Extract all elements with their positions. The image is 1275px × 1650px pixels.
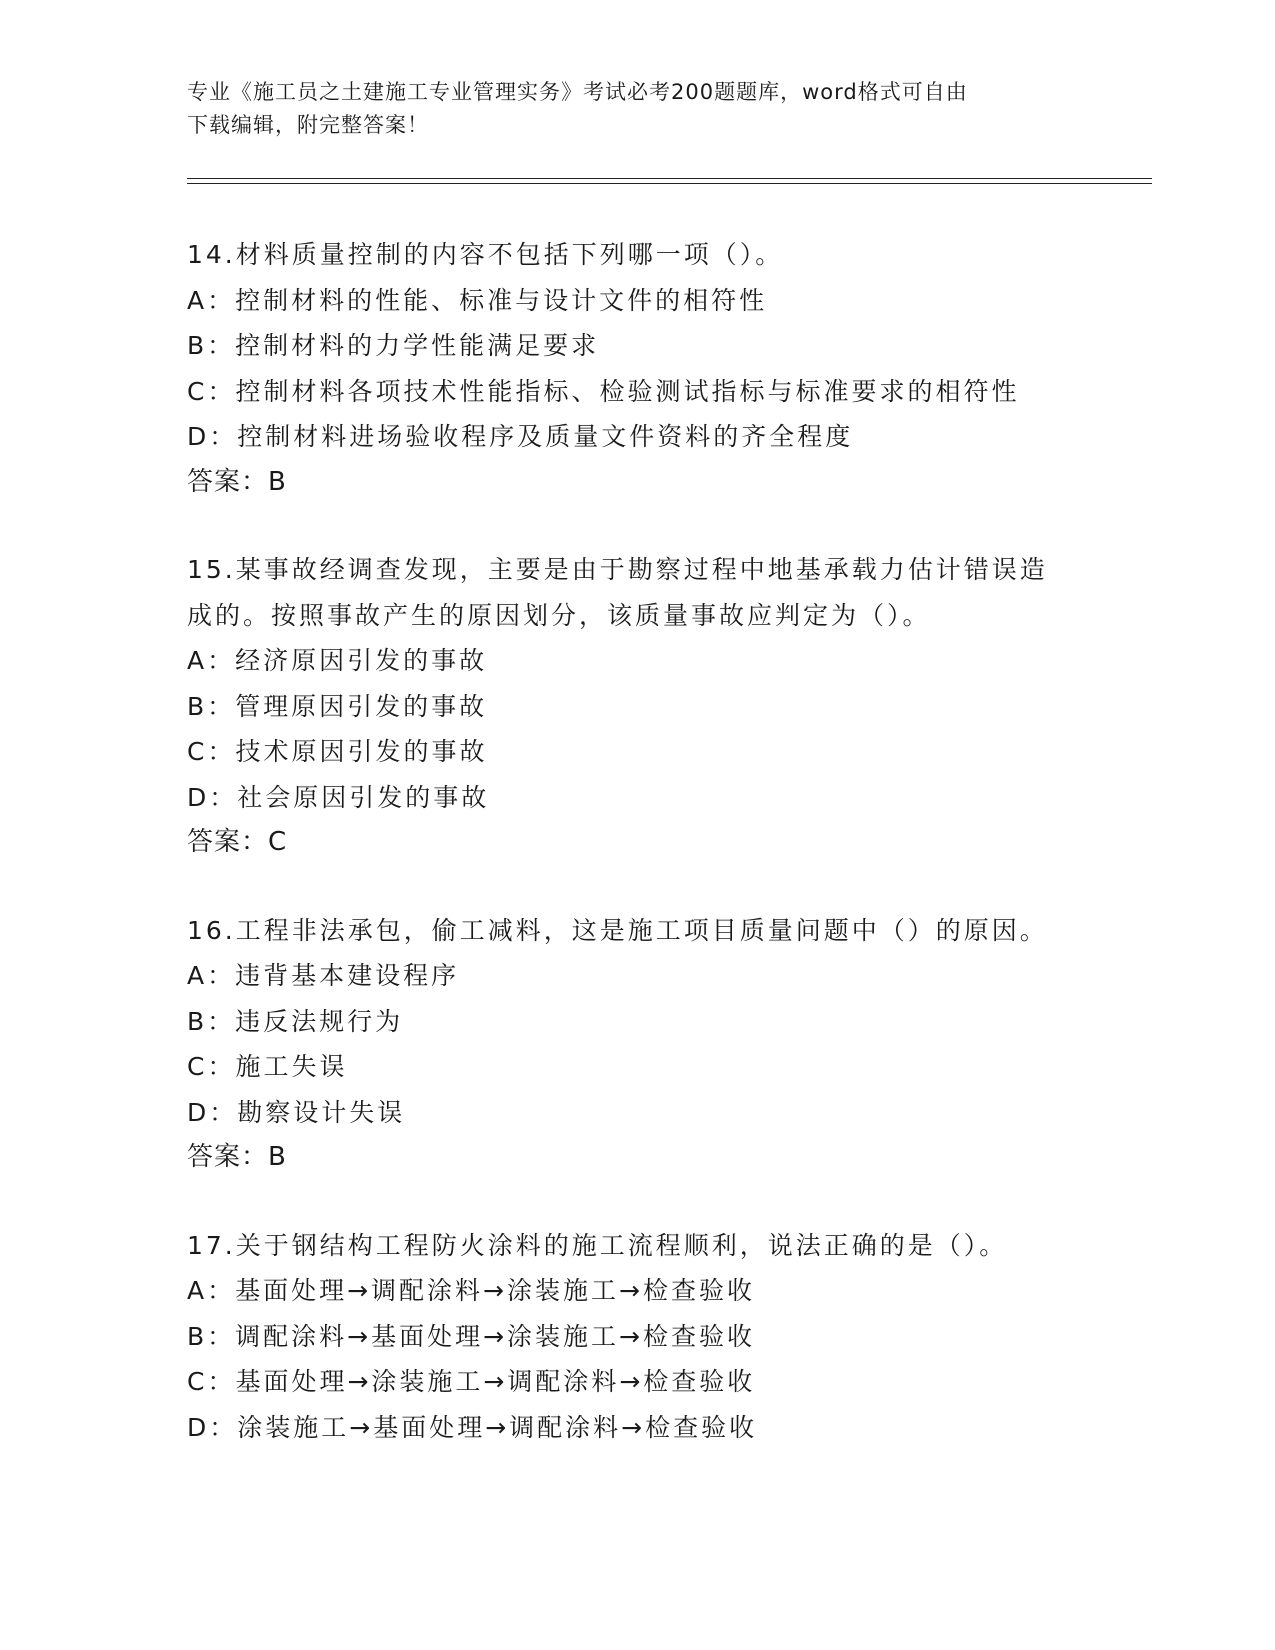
question-16	[187, 908, 1147, 1181]
header-line-2: 下载编辑，附完整答案！	[187, 113, 429, 137]
option-a: A：基面处理→调配涂料→涂装施工→检查验收	[187, 1276, 755, 1305]
option-a: A：经济原因引发的事故	[187, 646, 488, 675]
question-stem: 17.关于钢结构工程防火涂料的施工流程顺利，说法正确的是（）。	[187, 1230, 1008, 1260]
option-b: B：违反法规行为	[187, 1006, 404, 1036]
option-c: C：施工失误	[187, 1052, 348, 1081]
answer-label: 答案：B	[187, 1142, 287, 1172]
document-header	[187, 76, 1087, 142]
question-stem: 16.工程非法承包，偷工减料，这是施工项目质量问题中（）的原因。	[187, 915, 1048, 945]
answer-label: 答案：C	[187, 827, 288, 857]
question-15	[187, 547, 1147, 866]
option-a: A：违背基本建设程序	[187, 961, 460, 990]
header-line-1: 专业《施工员之土建施工专业管理实务》考试必考200题题库，word格式可自由	[187, 80, 968, 104]
option-d: D：社会原因引发的事故	[187, 782, 490, 812]
question-list	[187, 232, 1147, 1492]
header-divider-top	[187, 178, 1152, 179]
option-d: D：勘察设计失误	[187, 1097, 406, 1127]
question-stem-continued: 成的。按照事故产生的原因划分，该质量事故应判定为（）。	[187, 600, 931, 630]
question-17	[187, 1223, 1147, 1451]
option-c: C：技术原因引发的事故	[187, 737, 488, 766]
option-d: D：控制材料进场验收程序及质量文件资料的齐全程度	[187, 422, 854, 451]
option-b: B：调配涂料→基面处理→涂装施工→检查验收	[187, 1321, 755, 1351]
option-d: D：涂装施工→基面处理→调配涂料→检查验收	[187, 1412, 758, 1442]
option-c: C：控制材料各项技术性能指标、检验测试指标与标准要求的相符性	[187, 376, 1020, 406]
option-b: B：管理原因引发的事故	[187, 691, 488, 721]
question-stem: 15.某事故经调查发现，主要是由于勘察过程中地基承载力估计错误造	[187, 555, 1048, 584]
option-b: B：控制材料的力学性能满足要求	[187, 331, 600, 360]
question-stem: 14.材料质量控制的内容不包括下列哪一项（）。	[187, 240, 784, 269]
option-a: A：控制材料的性能、标准与设计文件的相符性	[187, 285, 768, 315]
option-c: C：基面处理→涂装施工→调配涂料→检查验收	[187, 1367, 756, 1396]
question-14	[187, 232, 1147, 505]
header-divider-bottom	[187, 183, 1152, 184]
answer-label: 答案：B	[187, 466, 287, 497]
